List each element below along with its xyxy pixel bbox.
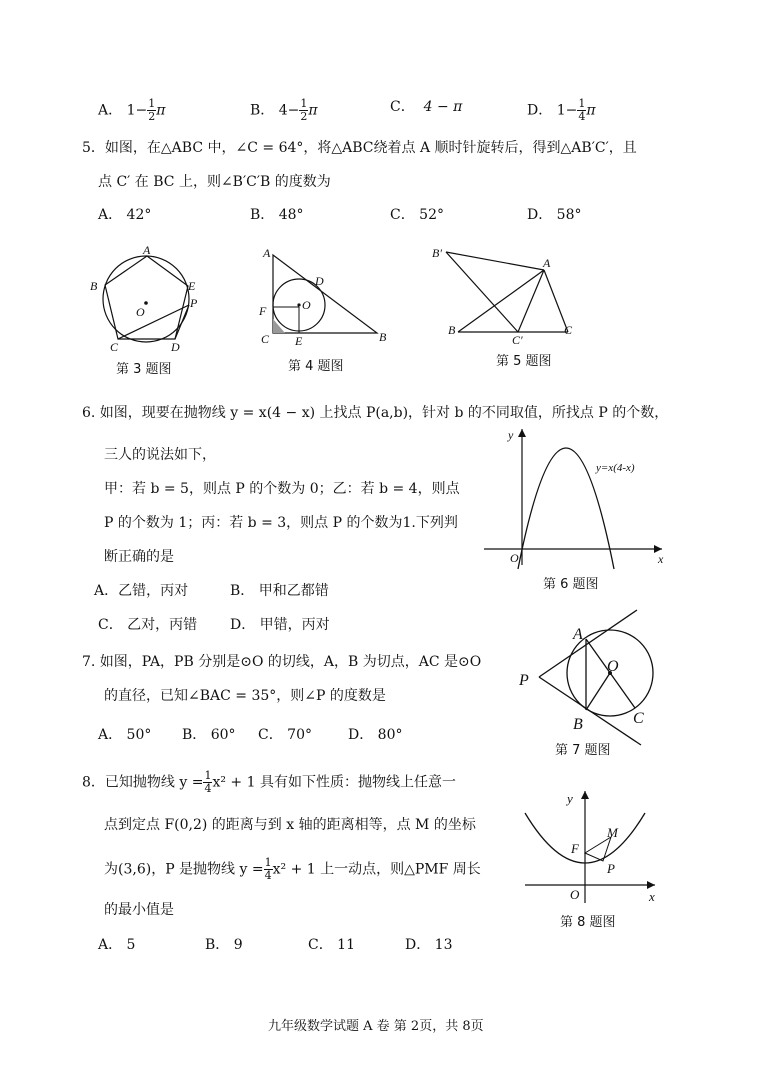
q4-option-a: A． 1− $\frac{1}{2}$ π xyxy=(98,97,166,123)
fig5-label-b: B xyxy=(448,323,456,337)
fig4-label-b: B xyxy=(379,330,387,344)
fig3-label-d: D xyxy=(171,340,180,354)
fig6-caption: 第 6 题图 xyxy=(543,577,599,592)
fig8-label-y: y xyxy=(567,791,573,806)
figure-3 xyxy=(80,240,210,360)
q7-option-d: D． 80° xyxy=(348,727,403,743)
q8-line4: 的最小值是 xyxy=(104,902,174,918)
fig5-caption: 第 5 题图 xyxy=(496,354,552,369)
fig6-label-curve: y=x(4-x) xyxy=(596,462,635,474)
q6-option-c: C． 乙对，丙错 xyxy=(98,617,198,633)
fig8-label-m: M xyxy=(607,825,618,840)
fig3-label-e: E xyxy=(188,279,196,293)
q8-option-b: B． 9 xyxy=(205,937,243,953)
fig7-label-b: B xyxy=(573,716,583,733)
fig4-label-a: A xyxy=(263,246,271,260)
q7-option-c: C． 70° xyxy=(258,727,312,743)
q7-option-a: A． 50° xyxy=(98,727,152,743)
q5-option-a: A． 42° xyxy=(98,207,152,223)
fig8-caption: 第 8 题图 xyxy=(560,915,616,930)
q6-option-a: A．乙错，丙对 xyxy=(94,583,189,599)
q6-line1: 6. 如图，现要在抛物线 y = x(4 − x) 上找点 P(a,b)，针对 b 的不同取值，所找点 P 的个数， xyxy=(82,405,669,421)
q5-option-b: B． 48° xyxy=(250,207,304,223)
q5-option-d: D． 58° xyxy=(527,207,582,223)
figure-8 xyxy=(515,785,665,910)
q6-line3: 甲：若 b = 5，则点 P 的个数为 0；乙：若 b = 4，则点 xyxy=(104,481,460,497)
fig6-label-y: y xyxy=(508,428,514,442)
fig5-label-a: A xyxy=(543,256,551,270)
fig4-label-d: D xyxy=(315,274,324,288)
fig8-triangle xyxy=(585,837,611,861)
q6-option-d: D． 甲错，丙对 xyxy=(230,617,330,633)
fig3-label-c: C xyxy=(110,340,119,354)
q8-option-d: D． 13 xyxy=(405,937,453,953)
fig5-label-bprime: B′ xyxy=(432,246,442,260)
q6-line4: P 的个数为 1；丙：若 b = 3，则点 P 的个数为1.下列判 xyxy=(104,515,458,531)
fig3-caption: 第 3 题图 xyxy=(116,362,172,377)
fig4-triangle xyxy=(273,255,377,333)
q8-option-c: C． 11 xyxy=(308,937,355,953)
fig7-label-a: A xyxy=(573,626,583,643)
fig8-label-x: x xyxy=(649,889,655,904)
q7-option-b: B． 60° xyxy=(182,727,236,743)
figure-6 xyxy=(480,425,670,575)
fig4-label-e: E xyxy=(295,334,303,348)
figure-5 xyxy=(430,240,590,345)
q4-option-d: D． 1− $\frac{1}{4}$ π xyxy=(527,97,596,123)
q8-line2: 点到定点 F(0,2) 的距离与到 x 轴的距离相等，点 M 的坐标 xyxy=(104,817,476,833)
fig4-label-f: F xyxy=(259,304,267,318)
q4-option-c: C． 4 − π xyxy=(390,99,463,115)
fig3-label-b: B xyxy=(90,279,98,293)
fig7-caption: 第 7 题图 xyxy=(555,743,611,758)
q8-line3: 为(3,6)，P 是抛物线 y = $\frac{1}{4}$ x² + 1 上一动点，则△PMF 周长 xyxy=(104,856,481,882)
fig3-label-p: P xyxy=(190,296,198,310)
fig8-label-p: P xyxy=(607,861,615,876)
q6-option-b: B． 甲和乙都错 xyxy=(230,583,329,599)
fig4-label-c: C xyxy=(261,332,270,346)
fig7-label-c: C xyxy=(633,710,644,727)
fig6-label-o: O xyxy=(510,551,519,565)
fig3-label-a: A xyxy=(143,243,151,257)
fig5-label-cprime: C′ xyxy=(512,333,523,347)
q5-line2: 点 C′ 在 BC 上，则∠B′C′B 的度数为 xyxy=(98,174,331,190)
figure-4 xyxy=(255,245,395,350)
q6-line5: 断正确的是 xyxy=(104,549,174,565)
fig5-label-c: C xyxy=(564,323,573,337)
fig4-caption: 第 4 题图 xyxy=(288,359,344,374)
fig7-label-p: P xyxy=(519,672,529,689)
q7-line2: 的直径，已知∠BAC = 35°，则∠P 的度数是 xyxy=(104,688,386,704)
q4-option-b: B． 4− $\frac{1}{2}$ π xyxy=(250,97,318,123)
fig4-label-o: O xyxy=(302,298,311,312)
q5-line1: 5．如图，在△ABC 中，∠C = 64°，将△ABC绕着点 A 顺时针旋转后，得到△AB′C′，且 xyxy=(82,140,637,156)
q8-line1: 8．已知抛物线 y = $\frac{1}{4}$ x² + 1 具有如下性质：抛物线上任意一 xyxy=(82,769,456,795)
q5-option-c: C． 52° xyxy=(390,207,444,223)
fig8-label-f: F xyxy=(571,841,579,856)
q7-line1: 7. 如图，PA，PB 分别是⊙O 的切线，A，B 为切点，AC 是⊙O xyxy=(82,654,482,670)
fig8-label-o: O xyxy=(570,887,580,902)
figure-7 xyxy=(515,605,665,745)
page-footer: 九年级数学试题 A 卷 第 2页，共 8页 xyxy=(268,1019,484,1034)
fig6-label-x: x xyxy=(658,552,664,566)
fig7-label-o: O xyxy=(607,658,619,675)
q6-line2: 三人的说法如下， xyxy=(104,447,216,463)
q8-option-a: A． 5 xyxy=(98,937,136,953)
fig3-label-o: O xyxy=(136,305,145,319)
